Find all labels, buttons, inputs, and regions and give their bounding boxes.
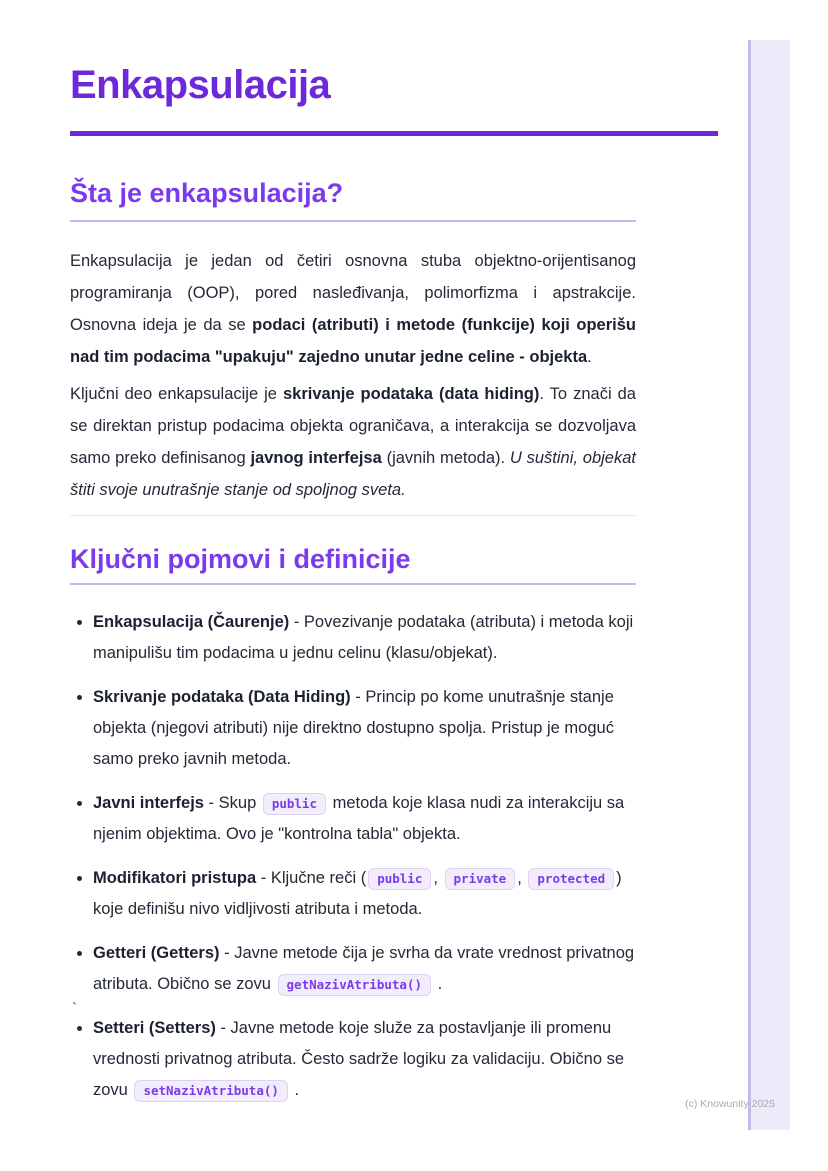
text-run: . xyxy=(289,1081,300,1100)
inline-code: private xyxy=(445,868,516,890)
scrollbar-track[interactable] xyxy=(748,40,790,1130)
paragraph xyxy=(70,245,636,373)
text-run: - Ključne reči ( xyxy=(256,869,367,888)
text-run: podaci (atributi) i metode (funkcije) koji operišu nad tim podacima "upakuju" zajedno unutar jedne celine - objekta xyxy=(70,316,636,367)
document-content xyxy=(70,64,718,1106)
text-run: Enkapsulacija je jedan od četiri osnovna stuba objektno-orijentisanog programiranja (OOP), pored nasleđivanja, polimorfizma i apstrakcije. Osnovna ideja je da se xyxy=(70,252,636,335)
section-key-terms xyxy=(70,544,636,1106)
text-run: - Povezivanje podataka (atributa) i metoda koji manipulišu tim podacima u jednu celinu (klasu/objekat). xyxy=(93,613,634,663)
text-run: U suštini, objekat štiti svoje unutrašnje stanje od spoljnog sveta. xyxy=(70,449,636,500)
text-run: - Javne metode čija je svrha da vrate vrednost privatnog atributa. Obično se zovu xyxy=(93,944,635,994)
text-run: javnog interfejsa xyxy=(250,449,382,468)
inline-code: public xyxy=(263,793,326,815)
inline-code: protected xyxy=(528,868,614,890)
text-run: . xyxy=(432,975,443,994)
section-divider xyxy=(70,515,636,516)
list-item xyxy=(93,1013,636,1106)
list-item xyxy=(93,607,636,669)
list-item xyxy=(93,788,636,850)
text-run: Ključni deo enkapsulacije je xyxy=(70,385,283,404)
text-run: , xyxy=(433,869,443,888)
text-run: - Javne metode koje služe za postavljanje ili promenu vrednosti privatnog atributa. Često sadrže logiku za validaciju. Obično se zovu xyxy=(93,1019,625,1100)
section-heading: Šta je enkapsulacija? xyxy=(70,178,636,222)
inline-code: public xyxy=(368,868,431,890)
text-run: , xyxy=(517,869,527,888)
text-run: metoda koje klasa nudi za interakciju sa njenim objektima. Ovo je "kontrolna tabla" objekta. xyxy=(93,794,625,844)
text-run: (javnih metoda). xyxy=(381,449,510,468)
text-run: skrivanje podataka (data hiding) xyxy=(282,385,540,404)
inline-code: getNazivAtributa() xyxy=(278,974,431,996)
text-column xyxy=(70,178,636,1106)
text-run: . xyxy=(587,348,592,367)
text-run: - Skup xyxy=(203,794,261,813)
copyright-footer: (c) Knowunity 2025 xyxy=(685,1098,775,1110)
text-run: ) koje definišu nivo vidljivosti atributa i metoda. xyxy=(93,869,622,919)
section-what-is-encapsulation xyxy=(70,178,636,506)
paragraph xyxy=(70,378,636,506)
text-run: Modifikatori pristupa xyxy=(93,869,257,888)
title-divider xyxy=(70,131,718,136)
list-item xyxy=(93,863,636,925)
text-run: Javni interfejs xyxy=(93,794,204,813)
definitions-list xyxy=(70,607,636,1106)
list-item xyxy=(93,682,636,775)
text-run: Getteri (Getters) xyxy=(93,944,220,963)
section-heading: Ključni pojmovi i definicije xyxy=(70,544,636,585)
text-run: . To znači da se direktan pristup podacima objekta ograničava, a interakcija se dozvoljava samo preko definisanog xyxy=(70,385,636,468)
page-title: Enkapsulacija xyxy=(70,63,331,107)
stray-backtick-char: ` xyxy=(72,1000,77,1017)
text-run: Enkapsulacija (Čaurenje) xyxy=(93,613,290,632)
text-run: Skrivanje podataka (Data Hiding) xyxy=(93,688,351,707)
list-item xyxy=(93,938,636,1000)
text-run: - Princip po kome unutrašnje stanje objekta (njegovi atributi) nije direktno dostupno spolja. Pristup je moguć samo preko javnih metoda. xyxy=(93,688,614,769)
text-run: Setteri (Setters) xyxy=(93,1019,216,1038)
inline-code: setNazivAtributa() xyxy=(134,1080,287,1102)
